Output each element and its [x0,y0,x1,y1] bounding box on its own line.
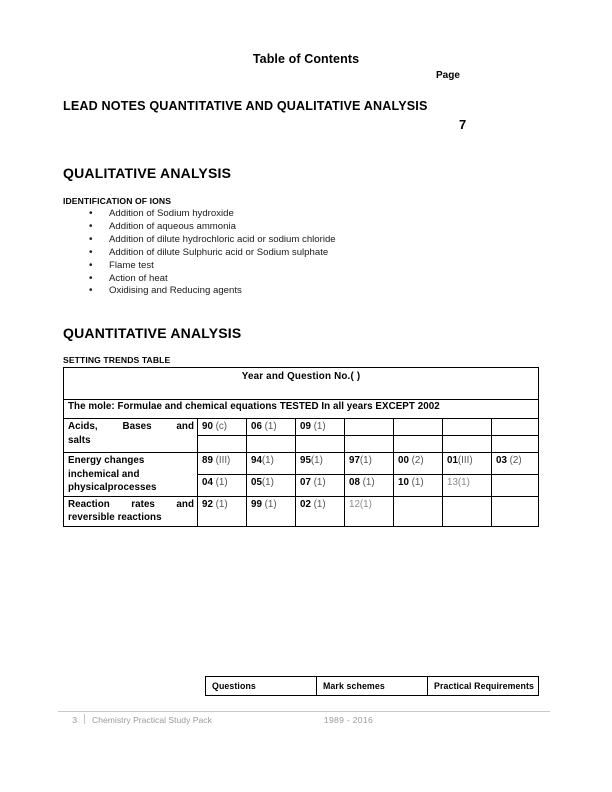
table-row [64,419,539,436]
row-label-line: reversible reactions [68,512,162,523]
cell-year: 90 [202,421,213,432]
bullet-point-icon: • [89,208,93,219]
table-cell-year-question [198,419,247,436]
table-cell-year-question [247,496,296,526]
row-label-line: processes [107,482,157,493]
cell-year: 00 [398,455,409,466]
table-cell-year-question [345,474,394,496]
table-cell-year-question [247,436,296,453]
list-item-label: Addition of dilute Sulphuric acid or Sodium sulphate [109,246,329,258]
page-footer [63,714,543,725]
qualitative-analysis-heading: QUALITATIVE ANALYSIS [63,165,232,181]
list-item [63,260,483,273]
row-label-line: salts [68,434,91,446]
cell-question-number: (1) [261,455,274,466]
row-label-line: Acids, Bases and [68,421,194,432]
bullet-point-icon: • [89,259,93,271]
bullet-point-icon: • [89,246,93,258]
setting-trends-table [63,367,539,527]
table-cell-year-question [394,453,443,475]
footer-divider [58,711,550,712]
cell-question-number: (1) [310,476,326,488]
table-cell-year-question [443,419,492,436]
toc-entry-page-number: 7 [459,117,467,132]
cell-question-number: (c) [212,421,228,432]
list-item [63,208,483,221]
table-cell-year-question [296,419,345,436]
list-item-label: Addition of dilute hydrochloric acid or sodium chloride [109,233,336,245]
table-cell-year-question [443,474,492,496]
table-mole-note-row [64,400,539,419]
table-cell-year-question [443,453,492,475]
cell-question-number: (1) [457,476,470,488]
table-cell-year-question [345,419,394,436]
table-cell-year-question [345,436,394,453]
table-cell-year-question [394,436,443,453]
table-cell-year-question [247,453,296,475]
quantitative-analysis-heading: QUANTITATIVE ANALYSIS [63,325,242,341]
cell-question-number: (1) [359,455,372,466]
row-label-line: chemical and physical [68,468,140,493]
table-row-label [64,496,198,526]
cell-question-number: (2) [408,455,424,466]
cell-year: 03 [496,455,507,466]
list-item [63,285,483,298]
table-cell-year-question [198,453,247,475]
table-cell-year-question [443,496,492,526]
legend-column-header: Questions [206,677,317,696]
row-label-line: Energy changes in [68,455,145,480]
table-row-label [64,453,198,497]
table-row-label [64,419,198,453]
table-cell-year-question [394,474,443,496]
table-cell-year-question [247,419,296,436]
cell-year: 05 [251,476,262,488]
cell-year: 97 [349,455,360,466]
table-cell-year-question [492,474,539,496]
footer-page-number: 3 [72,715,77,725]
list-item [63,273,483,286]
table-header-title: Year and Question No.( ) [64,368,539,400]
bullet-point-icon: • [89,285,93,297]
cell-question-number: (1) [261,498,277,510]
cell-year: 99 [251,498,262,510]
cell-question-number: (1) [261,476,274,488]
list-item [63,234,483,247]
legend-column-header: Mark schemes [317,677,428,696]
cell-year: 89 [202,455,213,466]
cell-year: 08 [349,476,360,488]
table-row [64,453,539,475]
table-row [64,496,539,526]
toc-entry-title: LEAD NOTES QUANTITATIVE AND QUALITATIVE ANALYSIS [63,99,428,113]
table-cell-year-question [345,453,394,475]
list-item [63,247,483,260]
cell-question-number: (2) [506,455,522,466]
cell-question-number: (III) [457,455,473,466]
list-item-label: Oxidising and Reducing agents [109,285,242,297]
table-cell-year-question [394,496,443,526]
list-item [63,221,483,234]
table-cell-year-question [198,474,247,496]
table-cell-year-question [492,419,539,436]
cell-year: 09 [300,421,311,432]
cell-year: 92 [202,498,213,510]
table-header-row [64,368,539,400]
legend-column-header: Practical Requirements [428,677,539,696]
cell-question-number: (1) [212,498,228,510]
cell-question-number: (1) [359,476,375,488]
table-cell-year-question [198,436,247,453]
cell-question-number: (1) [261,421,277,432]
identification-of-ions-heading: IDENTIFICATION OF IONS [63,196,172,206]
bullet-point-icon: • [89,220,93,232]
table-cell-year-question [492,453,539,475]
table-cell-year-question [394,419,443,436]
table-cell-year-question [247,474,296,496]
legend-header-row [206,677,539,696]
table-cell-year-question [296,496,345,526]
list-item-label: Flame test [109,259,154,271]
cell-year: 06 [251,421,262,432]
footer-separator [84,714,85,724]
cell-year: 94 [251,455,262,466]
cell-question-number: (III) [212,455,231,466]
footer-book-title: Chemistry Practical Study Pack [92,715,212,725]
footer-year-range: 1989 - 2016 [323,715,374,725]
table-cell-year-question [443,436,492,453]
bullet-point-icon: • [89,272,93,284]
cell-year: 10 [398,476,409,488]
legend-table [205,676,539,696]
table-cell-year-question [492,496,539,526]
cell-question-number: (1) [310,421,326,432]
table-cell-year-question [296,453,345,475]
setting-trends-table-heading: SETTING TRENDS TABLE [63,355,171,365]
identification-of-ions-list [63,208,483,298]
cell-year: 04 [202,476,213,488]
page-column-label: Page [436,70,460,81]
table-cell-year-question [296,436,345,453]
mole-note-text: The mole: Formulae and chemical equations TESTED In all years EXCEPT 2002 [64,400,539,419]
table-cell-year-question [345,496,394,526]
cell-question-number: (1) [359,498,372,510]
list-item-label: Action of heat [109,272,168,284]
list-item-label: Addition of aqueous ammonia [109,220,236,232]
cell-year: 95 [300,455,311,466]
cell-year: 01 [447,455,458,466]
table-cell-year-question [492,436,539,453]
table-cell-year-question [296,474,345,496]
cell-year: 13 [447,476,458,488]
row-label-line: Reaction rates and [68,498,194,510]
list-item-label: Addition of Sodium hydroxide [109,208,234,219]
page-title: Table of Contents [252,52,360,66]
table-cell-year-question [198,496,247,526]
cell-year: 02 [300,498,311,510]
cell-year: 07 [300,476,311,488]
cell-question-number: (1) [310,498,326,510]
cell-question-number: (1) [212,476,228,488]
cell-year: 12 [349,498,360,510]
cell-question-number: (1) [310,455,323,466]
bullet-point-icon: • [89,233,93,245]
cell-question-number: (1) [408,476,424,488]
